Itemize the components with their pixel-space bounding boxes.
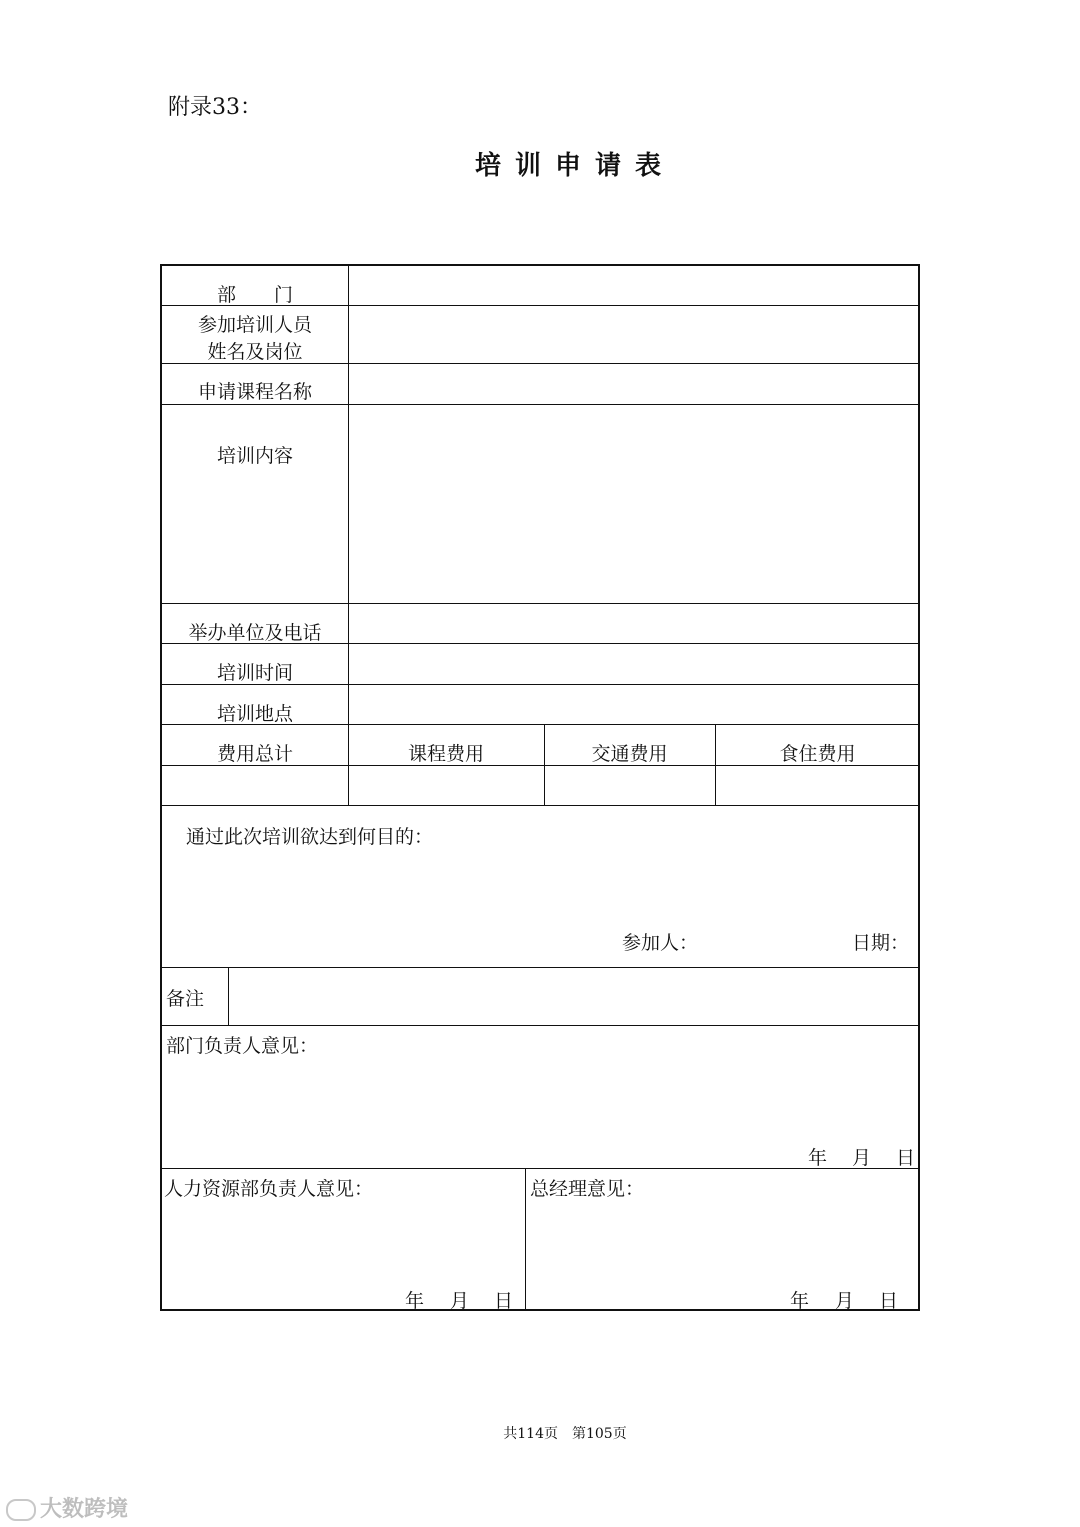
row-line bbox=[162, 1168, 920, 1169]
form-title: 培训申请表 bbox=[474, 151, 675, 181]
dept-head-year: 年 bbox=[808, 1147, 828, 1169]
watermark bbox=[6, 1492, 128, 1523]
location-label: 培训地点 bbox=[216, 703, 293, 725]
gm-opinion-label: 总经理意见： bbox=[530, 1178, 645, 1200]
department-label: 部 门 bbox=[216, 284, 293, 306]
col-line bbox=[348, 266, 349, 805]
hr-head-day: 日 bbox=[494, 1290, 514, 1312]
row-line bbox=[162, 805, 920, 806]
time-label: 培训时间 bbox=[216, 662, 293, 684]
row-line bbox=[162, 404, 920, 405]
gm-year: 年 bbox=[790, 1290, 810, 1312]
row-line bbox=[162, 967, 920, 968]
participants-label-line2: 姓名及岗位 bbox=[207, 341, 303, 363]
board-fee-label: 食住费用 bbox=[779, 743, 856, 765]
col-line bbox=[525, 1168, 526, 1311]
hr-head-month: 月 bbox=[450, 1290, 470, 1312]
page-footer: 共114页 第105页 bbox=[503, 1426, 627, 1442]
content-label: 培训内容 bbox=[216, 445, 293, 467]
total-cost-label: 费用总计 bbox=[216, 743, 293, 765]
gm-month: 月 bbox=[835, 1290, 855, 1312]
col-line bbox=[228, 967, 229, 1025]
watermark-logo-icon bbox=[6, 1499, 36, 1521]
participants-label-line1: 参加培训人员 bbox=[197, 314, 312, 336]
appendix-label: 附录33： bbox=[168, 95, 262, 120]
date-label: 日期： bbox=[852, 932, 910, 954]
remarks-label: 备注 bbox=[166, 988, 205, 1010]
transport-fee-label: 交通费用 bbox=[591, 743, 668, 765]
organizer-label: 举办单位及电话 bbox=[188, 622, 322, 644]
hr-head-opinion-label: 人力资源部负责人意见： bbox=[164, 1178, 374, 1200]
participant-label: 参加人： bbox=[622, 932, 699, 954]
dept-head-day: 日 bbox=[896, 1147, 916, 1169]
dept-head-month: 月 bbox=[852, 1147, 872, 1169]
course-fee-label: 课程费用 bbox=[407, 743, 484, 765]
training-application-form bbox=[160, 264, 920, 1311]
hr-head-year: 年 bbox=[405, 1290, 425, 1312]
row-line bbox=[162, 1025, 920, 1026]
course-name-label: 申请课程名称 bbox=[197, 381, 312, 403]
gm-day: 日 bbox=[879, 1290, 899, 1312]
purpose-question: 通过此次培训欲达到何目的： bbox=[186, 826, 434, 848]
dept-head-opinion-label: 部门负责人意见： bbox=[166, 1035, 319, 1057]
watermark-text: 大数跨境 bbox=[40, 1497, 129, 1522]
row-line bbox=[162, 603, 920, 604]
